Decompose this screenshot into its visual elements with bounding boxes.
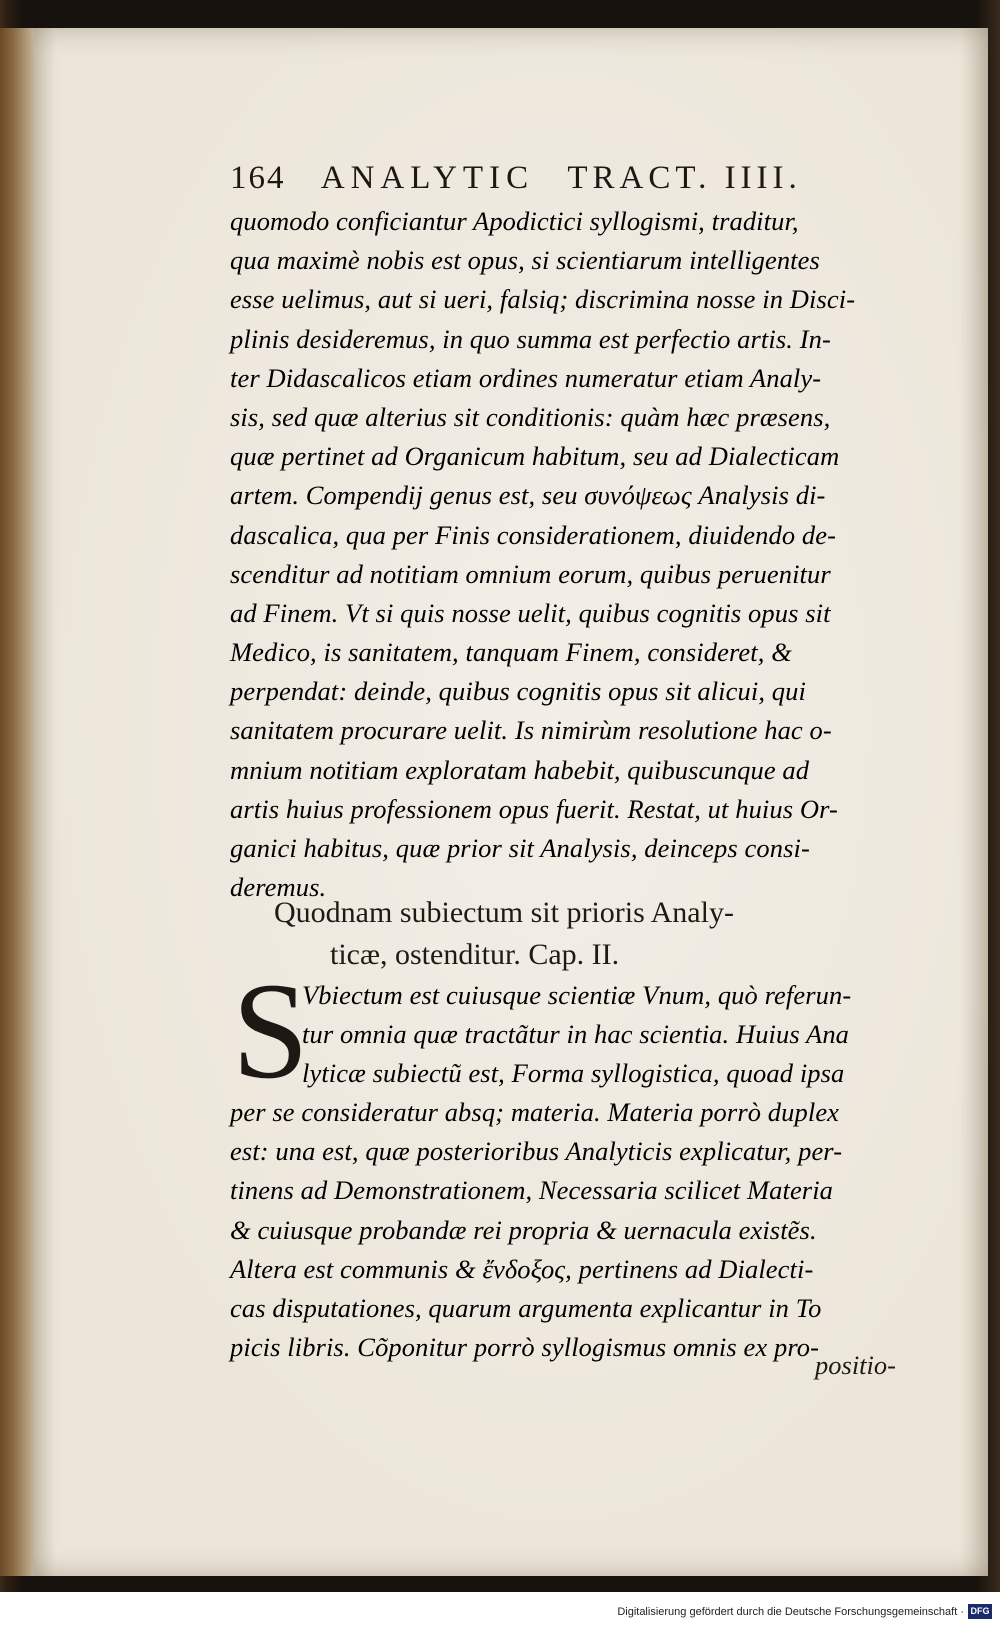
page-edge bbox=[0, 28, 34, 1576]
page-number: 164 bbox=[230, 160, 286, 196]
text-line: est: una est, quæ posterioribus Analyticis explicatur, per- bbox=[230, 1136, 843, 1167]
dfg-logo-icon: DFG bbox=[968, 1604, 992, 1619]
text-line: artis huius professionem opus fuerit. Restat, ut huius Or- bbox=[230, 793, 838, 824]
running-head bbox=[230, 160, 950, 197]
text-line: sis, sed quæ alterius sit conditionis: quàm hæc præsens, bbox=[230, 401, 831, 432]
text-line: deremus. bbox=[230, 872, 327, 903]
text-line: & cuiusque probandæ rei propria & uernacula existẽs. bbox=[230, 1214, 817, 1245]
running-tract: TRACT. IIII. bbox=[567, 160, 802, 196]
chapter-heading-line-1: Quodnam subiectum sit prioris Analy- bbox=[274, 896, 734, 929]
text-line: lyticæ subiectũ est, Forma syllogistica, quoad ipsa bbox=[302, 1058, 845, 1089]
text-line: dascalica, qua per Finis considerationem, diuidendo de- bbox=[230, 519, 837, 550]
text-line: per se consideratur absq; materia. Materia porrò duplex bbox=[230, 1097, 840, 1127]
body-text bbox=[230, 202, 950, 907]
text-line: ganici habitus, quæ prior sit Analysis, deinceps consi- bbox=[230, 833, 810, 863]
text-line: ad Finem. Vt si quis nosse uelit, quibus cognitis opus sit bbox=[230, 597, 831, 628]
text-line: scenditur ad notitiam omnium eorum, quibus peruenitur bbox=[230, 558, 831, 589]
text-line: cas disputationes, quarum argumenta explicantur in To bbox=[230, 1292, 822, 1323]
text-line: tur omnia quæ tractãtur in hac scientia. Huius Ana bbox=[302, 1019, 850, 1050]
text-line: picis libris. Cõponitur porrò syllogismus omnis ex pro- bbox=[230, 1332, 820, 1363]
text-line: perpendat: deinde, quibus cognitis opus sit alicui, qui bbox=[230, 676, 806, 707]
text-line: sanitatem procurare uelit. Is nimirùm resolutione hac o- bbox=[230, 715, 832, 746]
running-title: ANALYTIC bbox=[320, 160, 535, 196]
text-line: artem. Compendij genus est, seu συνόψεως Analysis di- bbox=[230, 480, 826, 511]
text-line: Medico, is sanitatem, tanquam Finem, consideret, & bbox=[230, 637, 792, 668]
text-line: plinis desideremus, in quo summa est perfectio artis. In- bbox=[230, 323, 831, 354]
text-line: quæ pertinet ad Organicum habitum, seu ad Dialecticam bbox=[230, 441, 840, 472]
text-line: tinens ad Demonstrationem, Necessaria scilicet Materia bbox=[230, 1175, 834, 1206]
text-line: Altera est communis & ἔνδοξος, pertinens ad Dialecti- bbox=[230, 1253, 814, 1284]
text-line: qua maximè nobis est opus, si scientiarum intelligentes bbox=[230, 245, 820, 276]
drop-cap-text bbox=[302, 976, 952, 1094]
funding-credit: Digitalisierung gefördert durch die Deutsche Forschungsgemeinschaft · bbox=[617, 1606, 964, 1618]
text-line: quomodo conficiantur Apodictici syllogismi, traditur, bbox=[230, 206, 799, 236]
chapter-body-text bbox=[230, 1093, 950, 1367]
text-line: ter Didascalicos etiam ordines numeratur etiam Analy- bbox=[230, 362, 822, 393]
text-line: esse uelimus, aut si ueri, falsiq; discrimina nosse in Disci- bbox=[230, 284, 856, 315]
text-line: mnium notitiam exploratam habebit, quibuscunque ad bbox=[230, 754, 810, 785]
text-line: Vbiectum est cuiusque scientiæ Vnum, quò referun- bbox=[302, 980, 852, 1010]
catchword: positio- bbox=[815, 1350, 896, 1380]
chapter-heading-line-2: ticæ, ostenditur. Cap. II. bbox=[330, 938, 620, 971]
drop-cap: S bbox=[232, 954, 309, 1107]
